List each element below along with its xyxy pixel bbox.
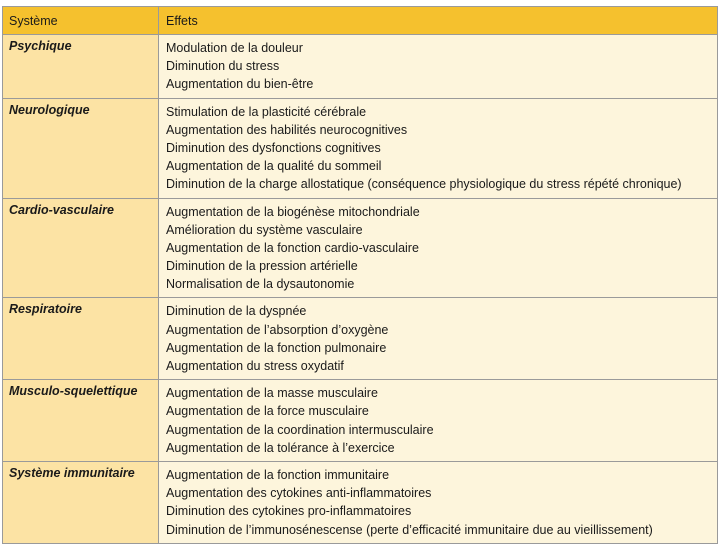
- table-row: [3, 99, 717, 199]
- table-row: [3, 298, 717, 380]
- effect-item: Diminution des dysfonctions cognitives: [166, 140, 381, 155]
- system-cell: Psychique: [3, 35, 159, 98]
- effect-item: Diminution des cytokines pro-inflammatoires: [166, 504, 412, 519]
- header-effects: Effets: [166, 13, 198, 28]
- system-cell: Respiratoire: [3, 298, 159, 379]
- effect-item: Diminution de la pression artérielle: [166, 259, 358, 274]
- effects-cell: [159, 35, 717, 98]
- effect-item: Augmentation des habilités neurocognitives: [166, 122, 408, 137]
- effect-item: Diminution de la dyspnée: [166, 304, 307, 319]
- effect-item: Diminution de l’immunosénescense (perte d’efficacité immunitaire due au vieillissement): [166, 522, 653, 537]
- effect-item: Normalisation de la dysautonomie: [166, 277, 355, 292]
- system-cell: Cardio-vasculaire: [3, 199, 159, 298]
- system-cell: Système immunitaire: [3, 462, 159, 543]
- effects-cell: [159, 380, 717, 461]
- effects-cell: [159, 99, 717, 198]
- effect-item: Modulation de la douleur: [166, 41, 303, 55]
- table-body: [3, 35, 717, 543]
- effect-item: Augmentation du stress oxydatif: [166, 359, 344, 373]
- effect-item: Augmentation de la masse musculaire: [166, 386, 378, 401]
- effects-cell: [159, 298, 717, 379]
- effect-item: Augmentation du bien-être: [166, 77, 314, 92]
- effect-item: Augmentation de la qualité du sommeil: [166, 159, 382, 174]
- effects-cell: [159, 462, 717, 543]
- effect-item: Stimulation de la plasticité cérébrale: [166, 104, 367, 119]
- effect-item: Augmentation de la fonction pulmonaire: [166, 340, 387, 355]
- table-row: [3, 199, 717, 299]
- table-row: [3, 35, 717, 99]
- effect-item: Augmentation de la coordination intermusculaire: [166, 422, 434, 437]
- effects-table: [2, 6, 718, 544]
- header-system: Système: [3, 7, 159, 34]
- effect-item: Diminution de la charge allostatique (conséquence physiologique du stress répété chronique): [166, 177, 682, 192]
- effects-cell: [159, 199, 717, 298]
- effect-item: Augmentation de la fonction cardio-vasculaire: [166, 240, 419, 255]
- table-row: [3, 462, 717, 543]
- effect-item: Augmentation de la force musculaire: [166, 404, 369, 419]
- effect-item: Augmentation de la tolérance à l’exercice: [166, 440, 395, 455]
- effect-item: Augmentation de la fonction immunitaire: [166, 467, 390, 482]
- effect-item: Augmentation de l’absorption d’oxygène: [166, 322, 389, 337]
- effect-item: Augmentation de la biogénèse mitochondriale: [166, 204, 420, 219]
- system-cell: Musculo-squelettique: [3, 380, 159, 461]
- system-cell: Neurologique: [3, 99, 159, 198]
- effect-item: Augmentation des cytokines anti-inflammatoires: [166, 486, 432, 501]
- effect-item: Amélioration du système vasculaire: [166, 222, 363, 237]
- table-row: [3, 380, 717, 462]
- effect-item: Diminution du stress: [166, 59, 280, 74]
- table-header: [3, 7, 717, 35]
